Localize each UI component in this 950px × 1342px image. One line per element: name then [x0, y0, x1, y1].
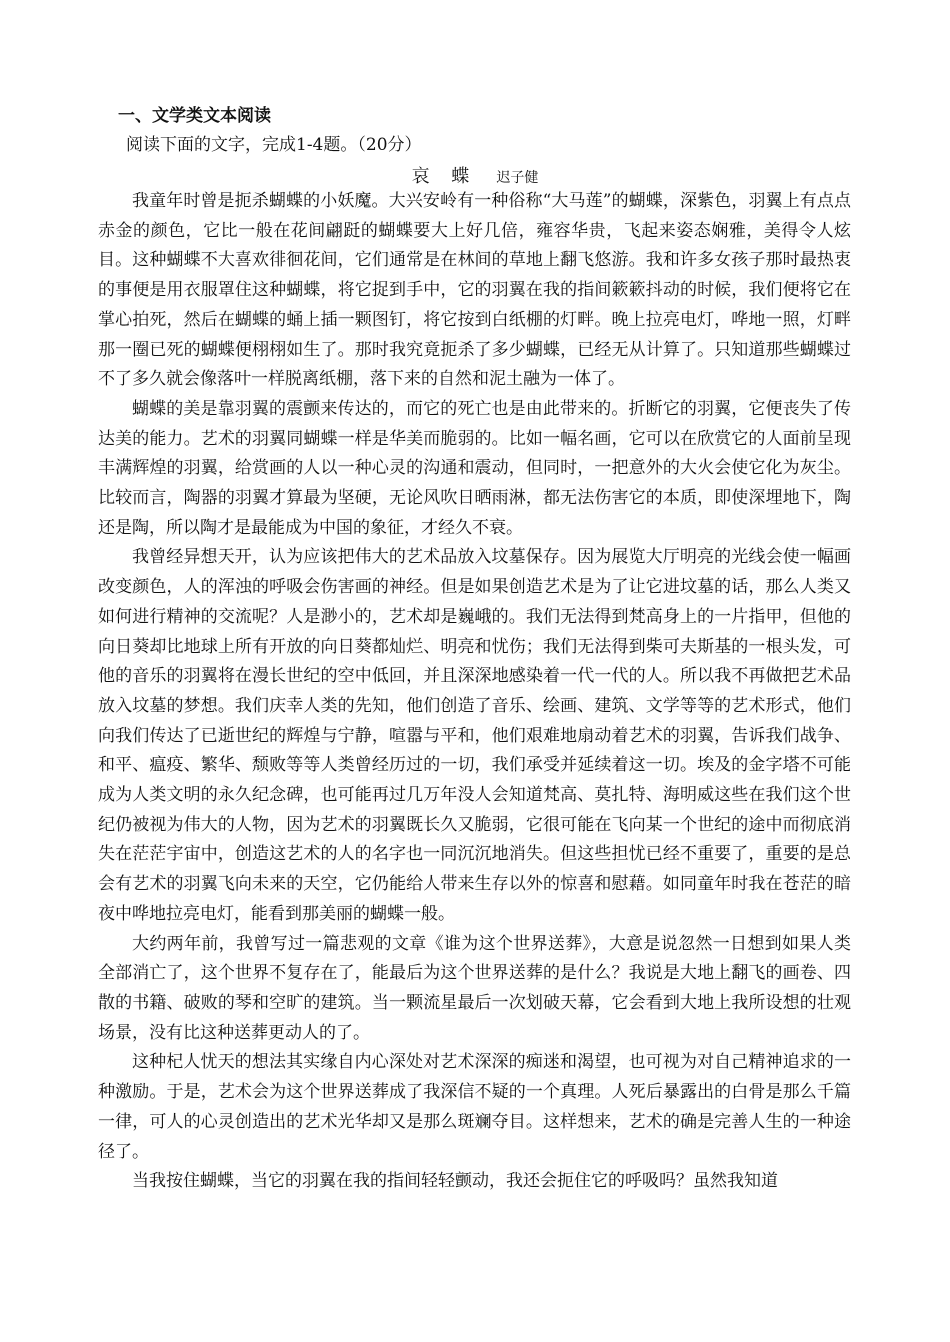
- article-paragraph-4: 大约两年前，我曾写过一篇悲观的文章《谁为这个世界送葬》，大意是说忽然一日想到如果人类全部消亡了，这个世界不复存在了，能最后为这个世界送葬的是什么？我说是大地上翻飞的画卷、四散的书籍、破败的琴和空旷的建筑。当一颗流星最后一次划破天幕，它会看到大地上我所设想的壮观场景，没有比这种送葬更动人的了。: [98, 933, 851, 1043]
- article-body: [98, 187, 851, 1197]
- section-heading: 一、文学类文本阅读: [118, 106, 271, 126]
- article-author: 迟子健: [496, 170, 539, 186]
- article-paragraph-1: 我童年时曾是扼杀蝴蝶的小妖魔。大兴安岭有一种俗称“大马莲”的蝴蝶，深紫色，羽翼上有点点赤金的颜色，它比一般在花间翩跹的蝴蝶要大上好几倍，雍容华贵，飞起来姿态娴雅，美得令人炫目。这种蝴蝶不大喜欢徘徊花间，它们通常是在林间的草地上翻飞悠游。我和许多女孩子那时最热衷的事便是用衣服罩住这种蝴蝶，将它捉到手中，它的羽翼在我的指间簌簌抖动的时候，我们便将它在掌心拍死，然后在蝴蝶的蛹上插一颗图钉，将它按到白纸棚的灯畔。晚上拉亮电灯，哗地一照，灯畔那一圈已死的蝴蝶便栩栩如生了。那时我究竟扼杀了多少蝴蝶，已经无从计算了。只知道那些蝴蝶过不了多久就会像落叶一样脱离纸棚，落下来的自然和泥土融为一体了。: [98, 191, 851, 390]
- article-title-line: [0, 162, 950, 188]
- article-paragraph-3: 我曾经异想天开，认为应该把伟大的艺术品放入坟墓保存。因为展览大厅明亮的光线会使一幅画改变颜色，人的浑浊的呼吸会伤害画的神经。但是如果创造艺术是为了让它进坟墓的话，那么人类又如何进行精神的交流呢？人是渺小的，艺术却是巍峨的。我们无法得到梵高身上的一片指甲，但他的向日葵却比地球上所有开放的向日葵都灿烂、明亮和忧伤；我们无法得到柴可夫斯基的一根头发，可他的音乐的羽翼将在漫长世纪的空中低回，并且深深地感染着一代一代的人。所以我不再做把艺术品放入坟墓的梦想。我们庆幸人类的先知，他们创造了音乐、绘画、建筑、文学等等的艺术形式，他们向我们传达了已逝世纪的辉煌与宁静，喧嚣与平和，他们艰难地扇动着艺术的羽翼，告诉我们战争、和平、瘟疫、繁华、颓败等等人类曾经历过的一切，我们承受并延续着这一切。埃及的金字塔不可能成为人类文明的永久纪念碑，也可能再过几万年没人会知道梵高、莫扎特、海明威这些在我们这个世纪仍被视为伟大的人物，因为艺术的羽翼既长久又脆弱，它很可能在飞向某一个世纪的途中而彻底消失在茫茫宇宙中，创造这艺术的人的名字也一同沉沉地消失。但这些担忧已经不重要了，重要的是总会有艺术的羽翼飞向未来的天空，它仍能给人带来生存以外的惊喜和慰藉。如同童年时我在苍茫的暗夜中哗地拉亮电灯，能看到那美丽的蝴蝶一般。: [98, 547, 851, 924]
- article-paragraph-6: 当我按住蝴蝶，当它的羽翼在我的指间轻轻颤动，我还会扼住它的呼吸吗？虽然我知道: [132, 1171, 778, 1192]
- article-title: 哀 蝶: [411, 166, 478, 187]
- article-paragraph-5: 这种杞人忧天的想法其实缘自内心深处对艺术深深的痴迷和渴望，也可视为对自己精神追求的一种激励。于是，艺术会为这个世界送葬成了我深信不疑的一个真理。人死后暴露出的白骨是那么千篇一律，可人的心灵创造出的艺术光华却又是那么斑斓夺目。这样想来，艺术的确是完善人生的一种途径了。: [98, 1052, 851, 1162]
- reading-instruction: 阅读下面的文字，完成1-4题。（20分）: [126, 135, 422, 155]
- article-paragraph-2: 蝴蝶的美是靠羽翼的震颤来传达的，而它的死亡也是由此带来的。折断它的羽翼，它便丧失了传达美的能力。艺术的羽翼同蝴蝶一样是华美而脆弱的。比如一幅名画，它可以在欣赏它的人面前呈现丰满辉煌的羽翼，给赏画的人以一种心灵的沟通和震动，但同时，一把意外的大火会使它化为灰尘。比较而言，陶器的羽翼才算最为坚硬，无论风吹日晒雨淋，都无法伤害它的本质，即使深埋地下，陶还是陶，所以陶才是最能成为中国的象征，才经久不衰。: [98, 398, 851, 538]
